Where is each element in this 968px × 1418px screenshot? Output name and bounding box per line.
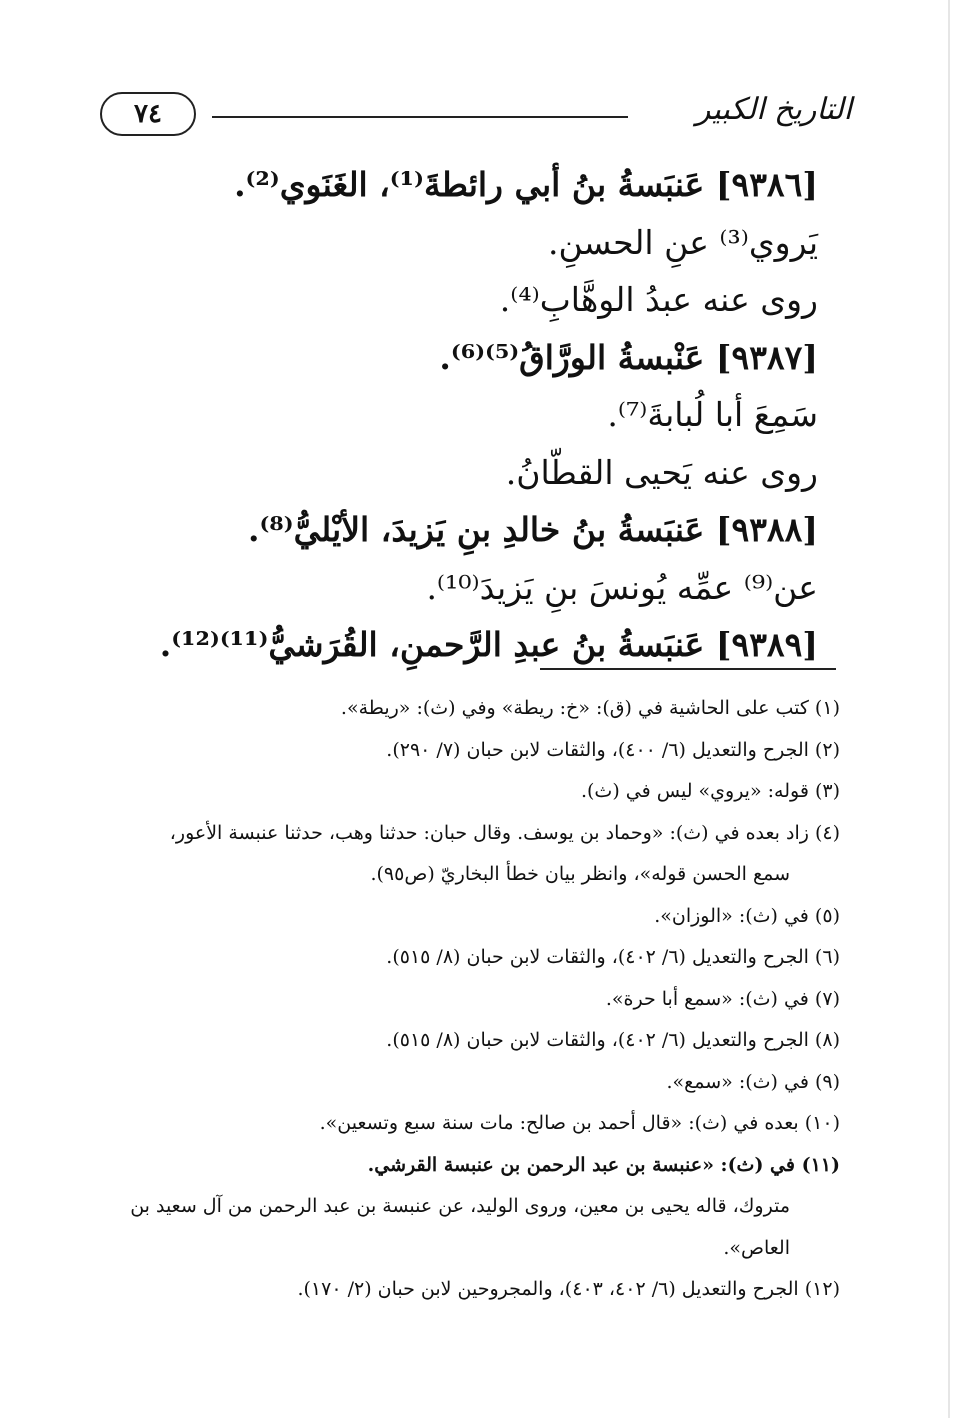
- footnote-separator: [540, 668, 836, 670]
- text-line: روى عنه يَحيى القطّانُ.: [505, 452, 818, 492]
- footnote-6: (٦) الجرح والتعديل (٦/ ٤٠٢)، والثقات لابن حبان (٨/ ٥١٥).: [386, 946, 840, 968]
- footnotes: [100, 688, 840, 1311]
- text-line: يَروي⁽³⁾ عنِ الحسنِ.: [548, 222, 818, 262]
- footnote-10: (١٠) بعده في (ث): «قال أحمد بن صالح: مات سنة سبع وتسعين».: [319, 1112, 840, 1134]
- text-line: عن⁽⁹⁾ عمِّه يُونسَ بنِ يَزيدَ⁽¹⁰⁾.: [426, 567, 818, 607]
- footnote-3: (٣) قوله: «يروي» ليس في (ث).: [580, 780, 840, 802]
- entry-heading-9388: [٩٣٨٨] عَنبَسةُ بنُ خالدِ بنِ يَزيدَ، الأيْليُّ⁽⁸⁾.: [247, 510, 818, 549]
- entry-heading-9386: [٩٣٨٦] عَنبَسةُ بنُ أبي رائطةَ⁽¹⁾، الغَنَوي⁽²⁾.: [234, 165, 818, 204]
- footnote-9: (٩) في (ث): «سمع».: [666, 1070, 840, 1093]
- text-line: روى عنه عبدُ الوهَّابِ⁽⁴⁾.: [499, 280, 818, 319]
- header-rule: [212, 116, 628, 118]
- text-line: سَمِعَ أبا لُبابةَ⁽⁷⁾.: [607, 395, 818, 434]
- scan-edge: [948, 0, 950, 1418]
- footnote-1: (١) كتب على الحاشية في (ق): «خ: ريطة» وفي (ث): «ريطة».: [340, 697, 840, 719]
- footnote-5: (٥) في (ث): «الوزان».: [654, 904, 840, 927]
- entry-heading-9389: [٩٣٨٩] عَنبَسةُ بنُ عبدِ الرَّحمنِ، القُرَشيُّ⁽¹¹⁾⁽¹²⁾.: [159, 625, 818, 664]
- footnote-12: (١٢) الجرح والتعديل (٦/ ٤٠٢، ٤٠٣)، والمجروحين لابن حبان (٢/ ١٧٠).: [297, 1278, 840, 1300]
- book-title: التاريخ الكبير: [695, 92, 852, 127]
- page-header: [92, 92, 852, 148]
- footnote-11: (١١) في (ث): «عنبسة بن عبد الرحمن بن عنبسة القرشي.: [367, 1153, 840, 1176]
- footnote-11-continued: متروك، قاله يحيى بن معين، وروى الوليد، عن عنبسة بن عبد الرحمن من آل سعيد بن: [130, 1195, 790, 1217]
- footnote-2: (٢) الجرح والتعديل (٦/ ٤٠٠)، والثقات لابن حبان (٧/ ٢٩٠).: [386, 738, 840, 761]
- main-text: [118, 156, 818, 674]
- footnote-8: (٨) الجرح والتعديل (٦/ ٤٠٢)، والثقات لابن حبان (٨/ ٥١٥).: [386, 1029, 840, 1051]
- entry-heading-9387: [٩٣٨٧] عَنْبسةُ الورَّاقُ⁽⁵⁾⁽⁶⁾.: [439, 337, 818, 377]
- footnote-7: (٧) في (ث): «سمع أبا حرة».: [605, 987, 840, 1010]
- footnote-11-continued: العاص».: [723, 1236, 790, 1259]
- page-number: ٧٤: [100, 92, 196, 136]
- footnote-4: (٤) زاد بعده في (ث): «وحماد بن يوسف. وقال حبان: حدثنا وهب، حدثنا عنبسة الأعور،: [169, 821, 840, 844]
- footnote-4-continued: سمع الحسن قوله»، وانظر بيان خطأ البخاريّ (ص٩٥).: [370, 863, 790, 885]
